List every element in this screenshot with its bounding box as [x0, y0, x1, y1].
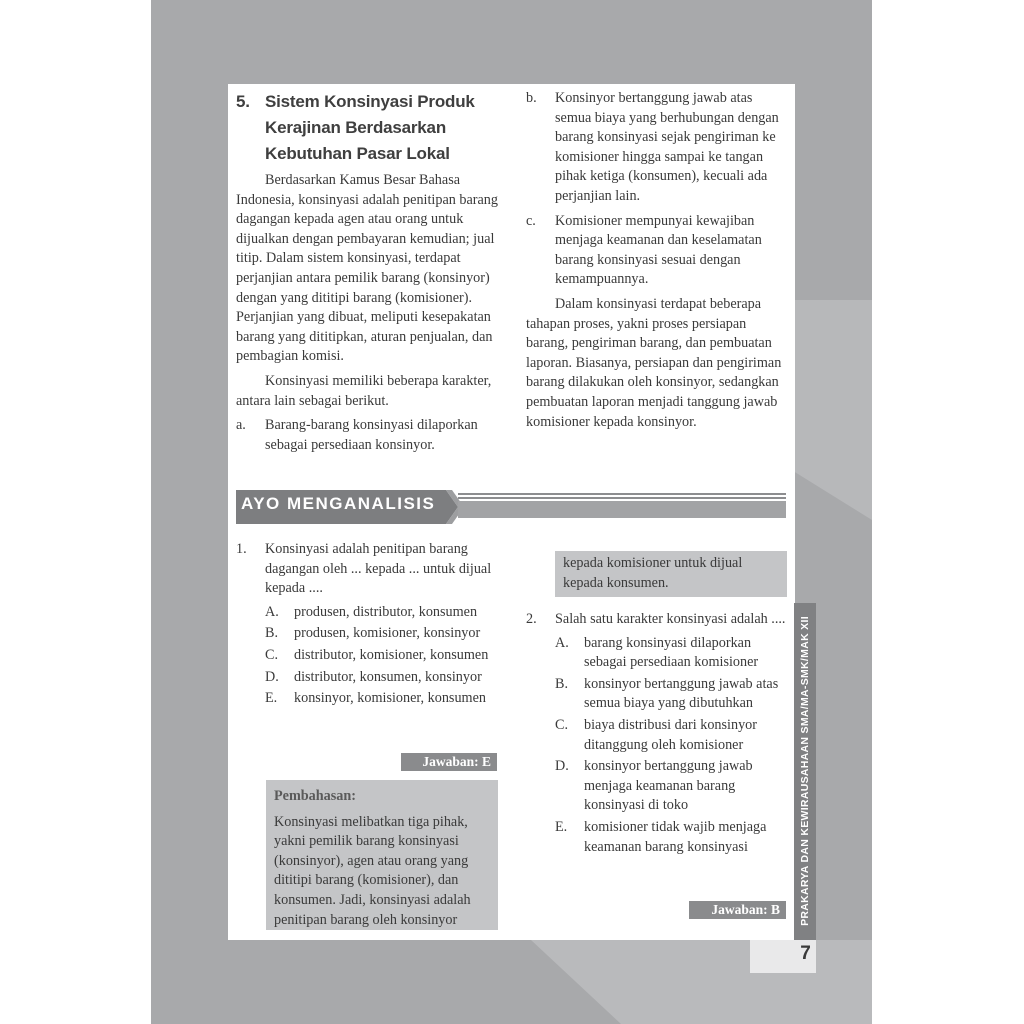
option-text: konsinyor bertanggung jawab menjaga keamanan barang konsinyasi di toko	[584, 758, 753, 814]
item-label: a.	[236, 417, 246, 434]
item-text: Barang-barang konsinyasi dilaporkan sebagai persediaan konsinyor.	[265, 417, 478, 453]
section-title-line-2: Kerajinan Berdasarkan	[265, 118, 446, 137]
option-text: distributor, konsumen, konsinyor	[294, 668, 482, 685]
option-text: distributor, komisioner, konsumen	[294, 646, 489, 663]
item-text: Konsinyor bertanggung jawab atas semua biaya yang berhubungan dengan barang konsinyasi sejak pengiriman ke komisioner hingga sampai ke tangan pihak ketiga (konsumen), kecuali ada perjanjian lain.	[555, 90, 779, 204]
definition-paragraph: Berdasarkan Kamus Besar Bahasa Indonesia, konsinyasi adalah penitipan barang dagangan kepada agen atau orang untuk dijualkan dengan pembayaran kemudian; jual titip. Dalam sistem konsinyasi, terdapat perjanjian antara pemilik barang (konsinyor) dengan yang dititipi barang (komisioner). Perjanjian yang dibuat, meliputi kesepakatan barang yang dititipkan, aturan penjualan, dan pembagian komisi.	[236, 172, 498, 365]
banner-bar	[458, 501, 786, 518]
option-label: D.	[265, 668, 279, 685]
option-text: komisioner tidak wajib menjaga keamanan barang konsinyasi	[584, 818, 767, 855]
item-label: b.	[526, 90, 537, 106]
question-1	[236, 540, 498, 709]
explanation-text: Konsinyasi melibatkan tiga pihak, yakni pemilik barang konsinyasi (konsinyor), agen atau orang yang dititipi barang (komisioner), dan konsumen. Jadi, konsinyasi adalah penitipan barang oleh konsinyor	[274, 813, 471, 928]
option-text: barang konsinyasi dilaporkan sebagai persediaan komisioner	[584, 634, 759, 671]
page-number: 7	[800, 943, 811, 964]
item-text: Komisioner mempunyai kewajiban menjaga keamanan dan keselamatan barang konsinyasi sesuai dengan kemampuannya.	[555, 212, 762, 288]
option-label: B.	[265, 625, 279, 642]
option-label: A.	[555, 634, 569, 651]
option-label: A.	[265, 603, 279, 620]
option-text: biaya distribusi dari konsinyor ditanggung oleh komisioner	[584, 716, 757, 753]
question-number: 2.	[526, 611, 537, 627]
explanation-title: Pembahasan:	[274, 788, 356, 804]
explanation-continuation-box	[555, 551, 787, 597]
answer-tag-2: Jawaban: B	[689, 901, 786, 919]
option-label: D.	[555, 758, 569, 775]
section-number: 5.	[236, 92, 250, 111]
item-label: c.	[526, 212, 536, 229]
option-text: produsen, komisioner, konsinyor	[294, 625, 481, 642]
question-1-stem	[236, 540, 498, 599]
section-title-line-3: Kebutuhan Pasar Lokal	[265, 144, 450, 163]
option-b	[555, 675, 786, 714]
option-text: produsen, distributor, konsumen	[294, 603, 478, 620]
option-b	[265, 624, 498, 644]
option-label: E.	[555, 818, 568, 835]
answer-tag-1: Jawaban: E	[401, 753, 497, 771]
option-e	[265, 689, 498, 709]
section-heading	[236, 89, 500, 167]
option-a	[265, 603, 498, 623]
option-text: konsinyor bertanggung jawab atas semua biaya yang dibutuhkan	[584, 675, 779, 712]
question-1-options	[236, 603, 498, 709]
question-text: Konsinyasi adalah penitipan barang dagangan oleh ... kepada ... untuk dijual kepada ....	[265, 541, 492, 597]
banner-rule	[458, 497, 786, 499]
explanation-continuation-text: kepada komisioner untuk dijual kepada konsumen.	[563, 555, 743, 591]
book-title-text: PRAKARYA DAN KEWIRAUSAHAAN SMA/MA-SMK/MAK XII	[799, 616, 811, 926]
characteristic-item-c	[526, 212, 788, 290]
option-d	[265, 668, 498, 688]
question-number: 1.	[236, 541, 247, 557]
question-2-stem	[526, 610, 786, 630]
option-label: E.	[265, 690, 278, 707]
process-paragraph: Dalam konsinyasi terdapat beberapa tahapan proses, yakni proses persiapan barang, pengiriman barang, dan pembuatan laporan. Biasanya, persiapan dan pengiriman barang dilakukan oleh konsinyor, sedangkan pembuatan laporan menjadi tanggung jawab komisioner kepada konsinyor.	[526, 295, 782, 430]
banner-rule	[458, 493, 786, 495]
option-c	[265, 646, 498, 666]
left-column-top	[236, 89, 500, 455]
question-text: Salah satu karakter konsinyasi adalah ....	[555, 611, 786, 627]
banner-title: AYO MENGANALISIS	[241, 494, 436, 513]
explanation-box	[266, 780, 498, 930]
option-e	[555, 818, 786, 857]
option-a	[555, 634, 786, 673]
option-d	[555, 757, 786, 816]
option-label: B.	[555, 675, 569, 692]
question-2	[526, 610, 786, 857]
option-text: konsinyor, komisioner, konsumen	[294, 690, 486, 707]
question-2-options	[526, 634, 786, 858]
characteristic-item-a	[236, 416, 500, 455]
characteristic-item-b	[526, 89, 788, 207]
section-title-line-1: Sistem Konsinyasi Produk	[265, 92, 475, 111]
option-c	[555, 716, 786, 755]
right-column-top	[526, 89, 788, 432]
characteristics-intro: Konsinyasi memiliki beberapa karakter, antara lain sebagai berikut.	[236, 372, 492, 409]
option-label: C.	[555, 716, 569, 733]
option-label: C.	[265, 646, 279, 663]
